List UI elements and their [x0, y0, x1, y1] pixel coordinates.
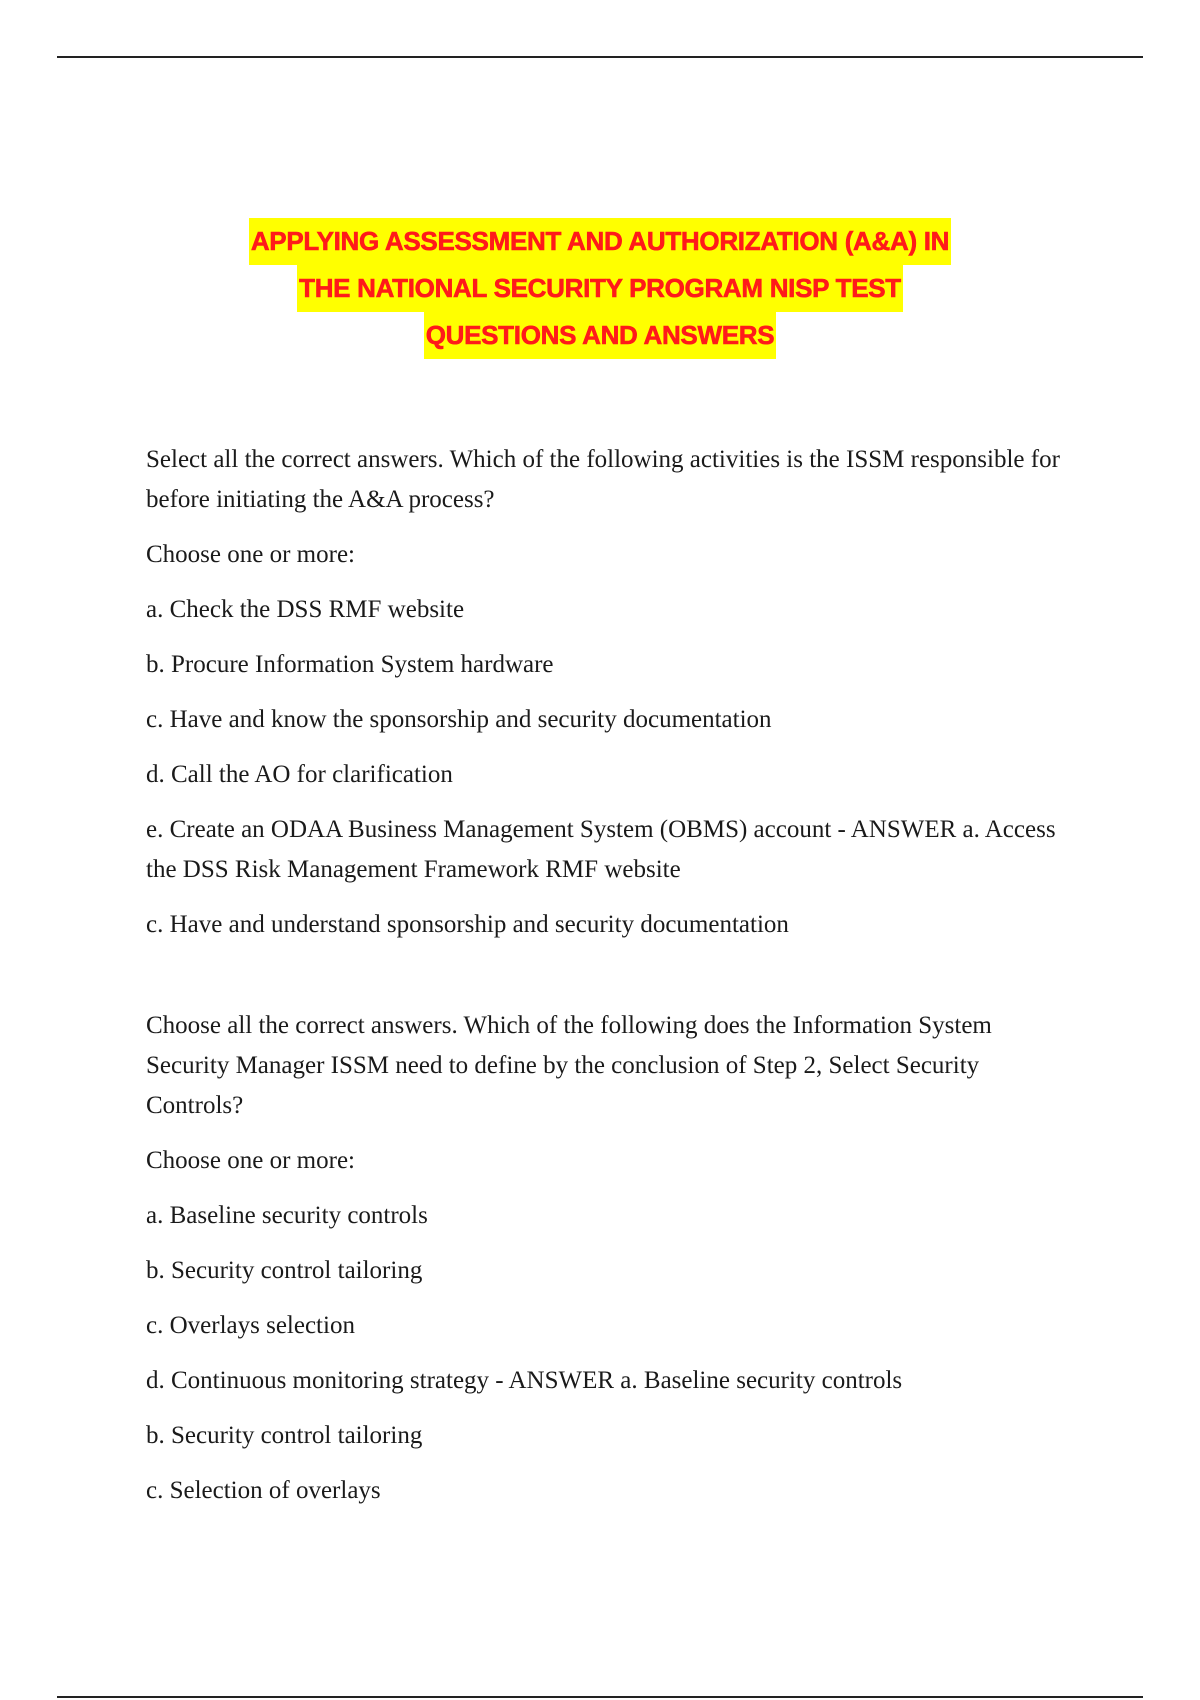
title-line: THE NATIONAL SECURITY PROGRAM NISP TEST	[297, 265, 903, 312]
answer-option: b. Security control tailoring	[146, 1257, 423, 1284]
answer-option: d. Continuous monitoring strategy - ANSWER a. Baseline security controls	[146, 1367, 903, 1394]
question-block	[146, 1006, 1066, 1511]
answer-option: a. Check the DSS RMF website	[146, 596, 465, 623]
question-text: Select all the correct answers. Which of the following activities is the ISSM responsible for before initiating the A&A process?	[146, 446, 1060, 513]
answer-option: b. Procure Information System hardware	[146, 651, 554, 678]
answer-option: e. Create an ODAA Business Management System (OBMS) account - ANSWER a. Access the DSS Risk Management Framework RMF website	[146, 816, 1056, 883]
title-line: QUESTIONS AND ANSWERS	[424, 312, 777, 359]
title-line: APPLYING ASSESSMENT AND AUTHORIZATION (A&A) IN	[249, 218, 951, 265]
answer-option: a. Baseline security controls	[146, 1202, 428, 1229]
question-spacer	[146, 960, 1066, 1006]
question-text: Choose all the correct answers. Which of the following does the Information System Security Manager ISSM need to define by the conclusion of Step 2, Select Security Controls?	[146, 1012, 992, 1119]
bottom-rule	[57, 1696, 1143, 1698]
instruction-text: Choose one or more:	[146, 1147, 355, 1174]
top-rule	[57, 56, 1143, 58]
answer-option: d. Call the AO for clarification	[146, 761, 453, 788]
instruction-text: Choose one or more:	[146, 541, 355, 568]
answer-line: c. Have and understand sponsorship and security documentation	[146, 911, 789, 938]
document-body	[146, 440, 1066, 1526]
document-title	[0, 218, 1200, 359]
question-block	[146, 440, 1066, 945]
answer-line: b. Security control tailoring	[146, 1422, 423, 1449]
answer-line: c. Selection of overlays	[146, 1477, 381, 1504]
answer-option: c. Have and know the sponsorship and security documentation	[146, 706, 772, 733]
answer-option: c. Overlays selection	[146, 1312, 355, 1339]
